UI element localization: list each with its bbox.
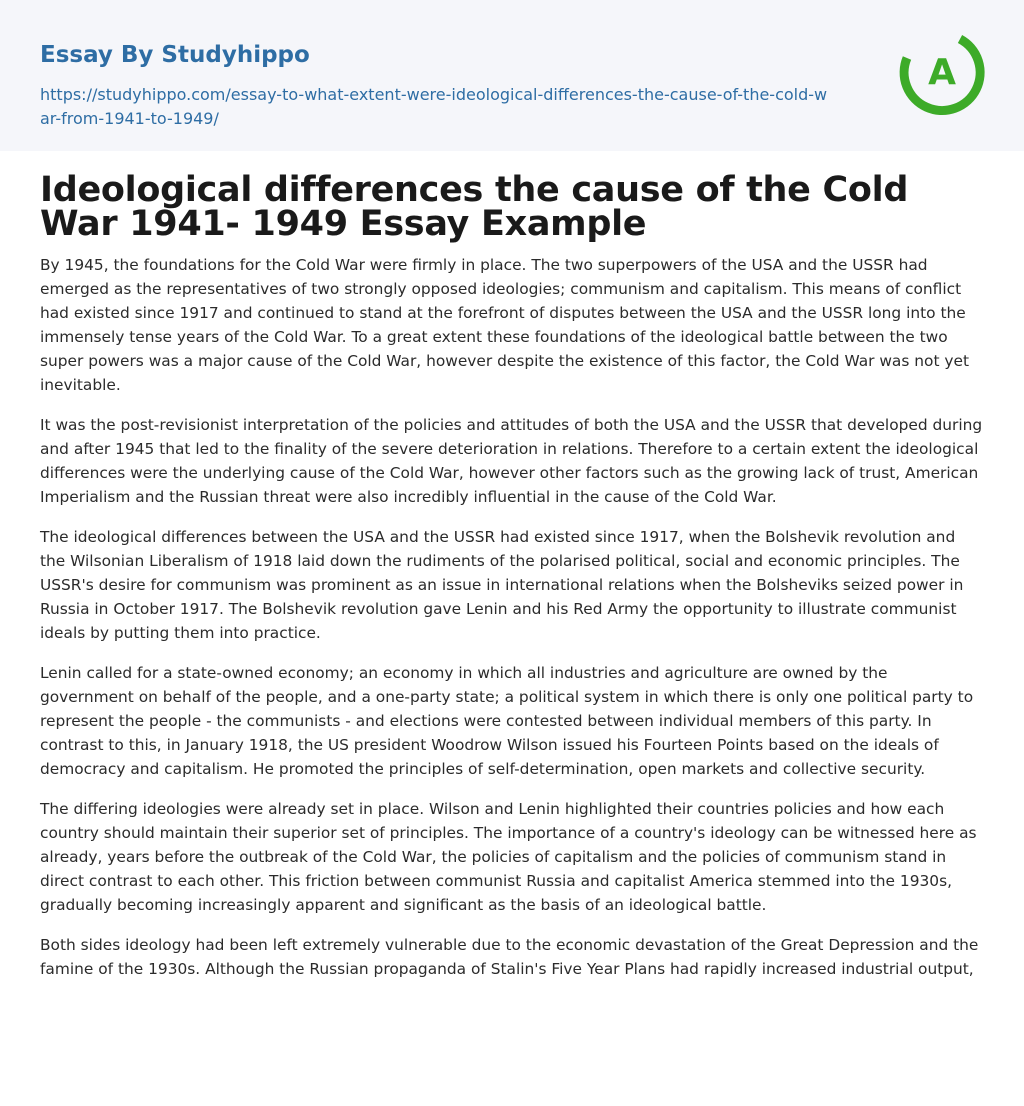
essay-paragraph: Lenin called for a state-owned economy; an economy in which all industries and agriculture are owned by the government on behalf of the people, and a one-party state; a political system in which there is only one political party to represent the people - the communists - and elections were contested between individual members of this party. In contrast to this, in January 1918, the US president Woodrow Wilson issued his Fourteen Points based on the ideals of democracy and capitalism. He promoted the principles of self-determination, open markets and collective security. [40,664,974,778]
essay-paragraph: It was the post-revisionist interpretation of the policies and attitudes of both the USA and the USSR that developed during and after 1945 that led to the finality of the severe deterioration in relations. Therefore to a certain extent the ideological differences were the underlying cause of the Cold War, however other factors such as the growing lack of trust, American Imperialism and the Russian threat were also incredibly influential in the cause of the Cold War. [40,416,983,506]
source-url-link[interactable]: https://studyhippo.com/essay-to-what-extent-were-ideological-differences-the-cause-of-the-cold-war-from-1941-to-1949/ [40,85,828,128]
site-header [0,0,1024,151]
essay-paragraph: The differing ideologies were already set in place. Wilson and Lenin highlighted their countries policies and how each country should maintain their superior set of principles. The importance of a country's ideology can be witnessed here as already, years before the outbreak of the Cold War, the policies of capitalism and the policies of communism stand in direct contrast to each other. This friction between communist Russia and capitalist America stemmed into the 1930s, gradually becoming increasingly apparent and significant as the basis of an ideological battle. [40,800,977,914]
essay-paragraph: By 1945, the foundations for the Cold War were firmly in place. The two superpowers of the USA and the USSR had emerged as the representatives of two strongly opposed ideologies; communism and capitalism. This means of conflict had existed since 1917 and continued to stand at the forefront of disputes between the USA and the USSR long into the immensely tense years of the Cold War. To a great extent these foundations of the ideological battle between the two super powers was a major cause of the Cold War, however despite the existence of this factor, the Cold War was not yet inevitable. [40,256,969,394]
essay-paragraph: The ideological differences between the USA and the USSR had existed since 1917, when the Bolshevik revolution and the Wilsonian Liberalism of 1918 laid down the rudiments of the polarised political, social and economic principles. The USSR's desire for communism was prominent as an issue in international relations when the Bolsheviks seized power in Russia in October 1917. The Bolshevik revolution gave Lenin and his Red Army the opportunity to illustrate communist ideals by putting them into practice. [40,528,964,642]
essay-content [0,151,1024,981]
logo-letter: A [928,52,956,93]
brand-title[interactable]: Essay By Studyhippo [40,42,310,68]
essay-title: Ideological differences the cause of the Cold War 1941- 1949 Essay Example [40,170,909,244]
essay-paragraph: Both sides ideology had been left extremely vulnerable due to the economic devastation of the Great Depression and the famine of the 1930s. Although the Russian propaganda of Stalin's Five Year Plans had rapidly increased industrial output, [40,936,979,978]
studyhippo-logo-icon[interactable] [898,28,986,116]
